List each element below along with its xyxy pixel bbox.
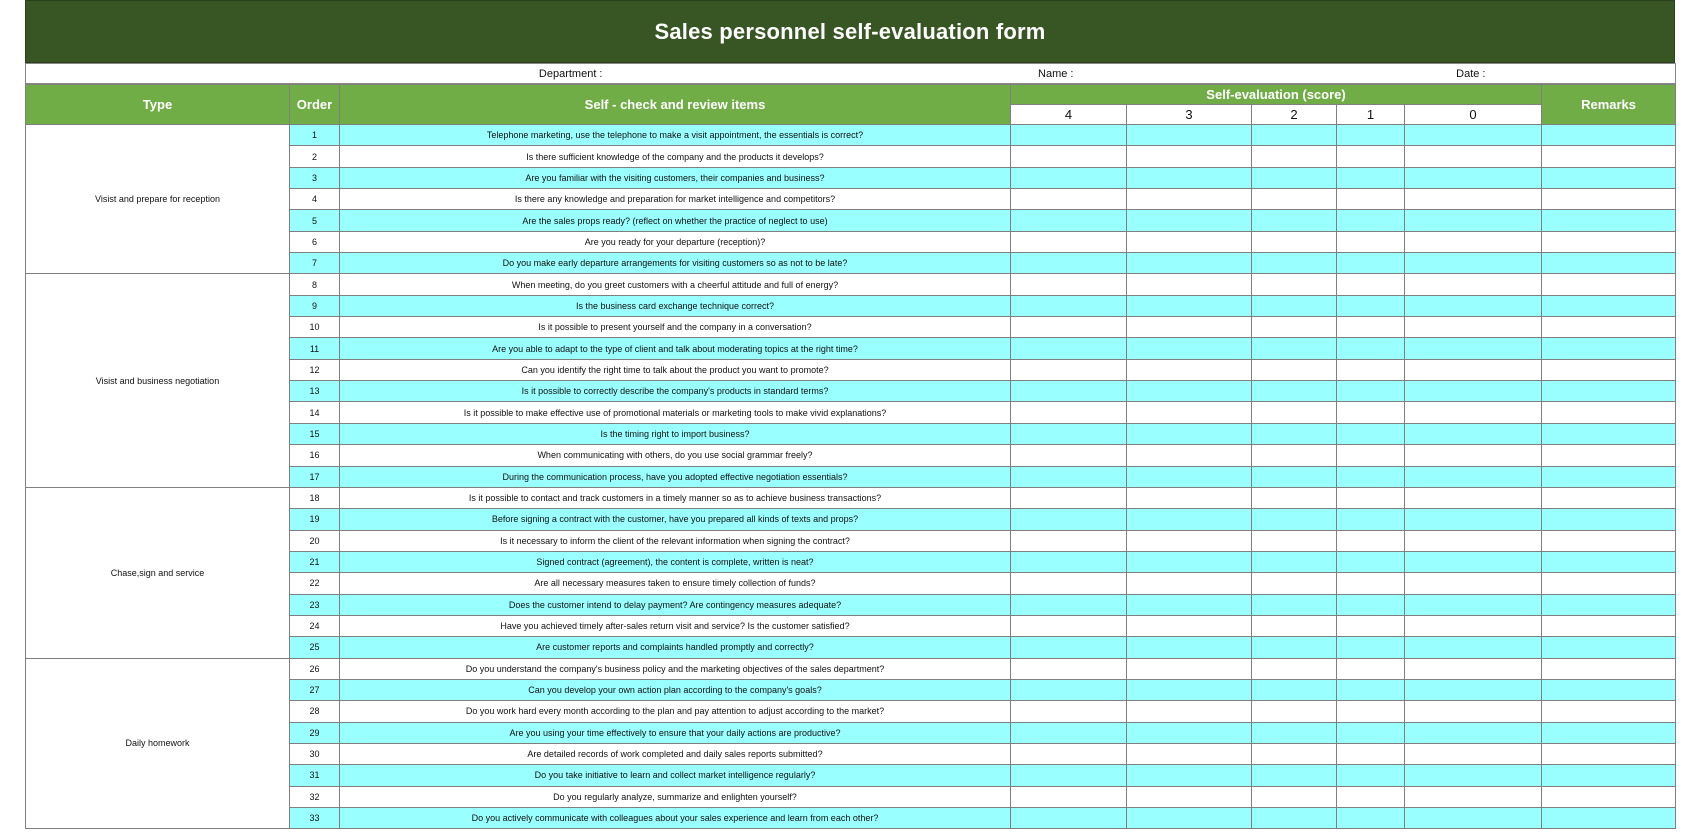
review-item-cell: Do you actively communicate with colleagues about your sales experience and learn from each other? [340, 808, 1011, 829]
type-header: Type [26, 85, 290, 125]
order-cell: 21 [290, 551, 340, 572]
score-3-cell[interactable] [1127, 743, 1252, 764]
score-2-cell[interactable] [1252, 594, 1337, 615]
score-0-cell[interactable] [1405, 167, 1542, 188]
review-item-cell: Can you identify the right time to talk about the product you want to promote? [340, 359, 1011, 380]
score-0-cell[interactable] [1405, 487, 1542, 508]
score-3-cell[interactable] [1127, 487, 1252, 508]
order-cell: 29 [290, 722, 340, 743]
score-1-cell[interactable] [1337, 146, 1405, 167]
score-0-cell[interactable] [1405, 701, 1542, 722]
score-3-cell[interactable] [1127, 125, 1252, 146]
score-3-cell[interactable] [1127, 359, 1252, 380]
score-1-cell[interactable] [1337, 253, 1405, 274]
score-1-cell[interactable] [1337, 573, 1405, 594]
score-3-cell[interactable] [1127, 573, 1252, 594]
score-4-cell[interactable] [1011, 231, 1127, 252]
order-cell: 31 [290, 765, 340, 786]
score-1-cell[interactable] [1337, 423, 1405, 444]
score-2-cell[interactable] [1252, 423, 1337, 444]
score-2-cell[interactable] [1252, 146, 1337, 167]
remarks-cell[interactable] [1542, 381, 1676, 402]
remarks-cell[interactable] [1542, 167, 1676, 188]
review-item-cell: Are you ready for your departure (reception)? [340, 231, 1011, 252]
score-2-cell[interactable] [1252, 637, 1337, 658]
remarks-cell[interactable] [1542, 274, 1676, 295]
score-4-cell[interactable] [1011, 125, 1127, 146]
review-item-cell: Before signing a contract with the customer, have you prepared all kinds of texts and props? [340, 509, 1011, 530]
score-4-cell[interactable] [1011, 338, 1127, 359]
review-item-cell: Is it possible to present yourself and the company in a conversation? [340, 317, 1011, 338]
score-3-cell[interactable] [1127, 637, 1252, 658]
score-4-cell[interactable] [1011, 701, 1127, 722]
score-1-cell[interactable] [1337, 274, 1405, 295]
department-label: Department : [26, 64, 603, 84]
type-cell: Chase,sign and service [26, 487, 290, 658]
score-4-cell[interactable] [1011, 423, 1127, 444]
form-title: Sales personnel self-evaluation form [25, 0, 1675, 63]
score-4-cell[interactable] [1011, 551, 1127, 572]
remarks-cell[interactable] [1542, 637, 1676, 658]
score-3-cell[interactable] [1127, 658, 1252, 679]
order-cell: 16 [290, 445, 340, 466]
score-0-cell[interactable] [1405, 317, 1542, 338]
score-0-cell[interactable] [1405, 338, 1542, 359]
score-1-cell[interactable] [1337, 551, 1405, 572]
score-2-cell[interactable] [1252, 509, 1337, 530]
order-cell: 22 [290, 573, 340, 594]
order-cell: 9 [290, 295, 340, 316]
order-cell: 24 [290, 615, 340, 636]
order-header: Order [290, 85, 340, 125]
score-1-cell[interactable] [1337, 189, 1405, 210]
score-1-cell[interactable] [1337, 295, 1405, 316]
score-3-cell[interactable] [1127, 722, 1252, 743]
order-cell: 26 [290, 658, 340, 679]
score-4-cell[interactable] [1011, 594, 1127, 615]
score-1-cell[interactable] [1337, 167, 1405, 188]
score-0-cell[interactable] [1405, 722, 1542, 743]
score-2-cell[interactable] [1252, 317, 1337, 338]
order-cell: 1 [290, 125, 340, 146]
score-3-cell[interactable] [1127, 551, 1252, 572]
order-cell: 20 [290, 530, 340, 551]
remarks-cell[interactable] [1542, 551, 1676, 572]
score-3-cell[interactable] [1127, 210, 1252, 231]
score-3-cell[interactable] [1127, 274, 1252, 295]
score-1-cell[interactable] [1337, 487, 1405, 508]
score-3-cell[interactable] [1127, 317, 1252, 338]
remarks-cell[interactable] [1542, 189, 1676, 210]
order-cell: 10 [290, 317, 340, 338]
evaluation-table [25, 84, 1676, 829]
score-0-cell[interactable] [1405, 530, 1542, 551]
score-1-cell[interactable] [1337, 231, 1405, 252]
score-2-cell[interactable] [1252, 679, 1337, 700]
remarks-cell[interactable] [1542, 573, 1676, 594]
score-0-cell[interactable] [1405, 509, 1542, 530]
score-0-cell[interactable] [1405, 295, 1542, 316]
score-3-cell[interactable] [1127, 679, 1252, 700]
table-row [26, 487, 1676, 508]
score-3-cell[interactable] [1127, 423, 1252, 444]
score-0-cell[interactable] [1405, 445, 1542, 466]
score-0-cell[interactable] [1405, 658, 1542, 679]
table-row [26, 125, 1676, 146]
score-2-cell[interactable] [1252, 615, 1337, 636]
review-item-cell: Is the business card exchange technique correct? [340, 295, 1011, 316]
score-0-cell[interactable] [1405, 615, 1542, 636]
table-row [26, 658, 1676, 679]
score-4-cell[interactable] [1011, 509, 1127, 530]
score-2-cell[interactable] [1252, 381, 1337, 402]
remarks-cell[interactable] [1542, 765, 1676, 786]
score-1-header: 1 [1337, 105, 1405, 125]
score-2-cell[interactable] [1252, 551, 1337, 572]
score-1-cell[interactable] [1337, 402, 1405, 423]
order-cell: 12 [290, 359, 340, 380]
score-2-cell[interactable] [1252, 701, 1337, 722]
remarks-cell[interactable] [1542, 594, 1676, 615]
score-0-cell[interactable] [1405, 253, 1542, 274]
remarks-cell[interactable] [1542, 231, 1676, 252]
score-1-cell[interactable] [1337, 679, 1405, 700]
score-1-cell[interactable] [1337, 743, 1405, 764]
score-0-cell[interactable] [1405, 786, 1542, 807]
score-2-cell[interactable] [1252, 530, 1337, 551]
review-item-cell: Is there any knowledge and preparation for market intelligence and competitors? [340, 189, 1011, 210]
score-2-cell[interactable] [1252, 125, 1337, 146]
order-cell: 14 [290, 402, 340, 423]
score-0-cell[interactable] [1405, 210, 1542, 231]
score-4-cell[interactable] [1011, 381, 1127, 402]
table-body [26, 125, 1676, 829]
department-field[interactable] [603, 64, 810, 84]
score-3-cell[interactable] [1127, 808, 1252, 829]
score-1-cell[interactable] [1337, 808, 1405, 829]
order-cell: 30 [290, 743, 340, 764]
name-label: Name : [810, 64, 1074, 84]
review-item-cell: Do you make early departure arrangements for visiting customers so as not to be late? [340, 253, 1011, 274]
name-field[interactable] [1074, 64, 1306, 84]
review-item-cell: Are all necessary measures taken to ensure timely collection of funds? [340, 573, 1011, 594]
score-0-cell[interactable] [1405, 231, 1542, 252]
score-1-cell[interactable] [1337, 338, 1405, 359]
review-item-cell: Is it necessary to inform the client of the relevant information when signing the contract? [340, 530, 1011, 551]
type-cell: Visist and prepare for reception [26, 125, 290, 274]
score-0-cell[interactable] [1405, 573, 1542, 594]
remarks-cell[interactable] [1542, 359, 1676, 380]
score-0-cell[interactable] [1405, 594, 1542, 615]
remarks-cell[interactable] [1542, 786, 1676, 807]
score-0-cell[interactable] [1405, 274, 1542, 295]
score-4-cell[interactable] [1011, 743, 1127, 764]
score-4-cell[interactable] [1011, 274, 1127, 295]
review-item-cell: Do you understand the company's business policy and the marketing objectives of the sales department? [340, 658, 1011, 679]
score-1-cell[interactable] [1337, 615, 1405, 636]
evaluation-sheet [25, 0, 1675, 829]
score-2-cell[interactable] [1252, 402, 1337, 423]
score-3-cell[interactable] [1127, 786, 1252, 807]
type-cell: Visist and business negotiation [26, 274, 290, 487]
score-4-cell[interactable] [1011, 317, 1127, 338]
order-cell: 4 [290, 189, 340, 210]
date-field[interactable] [1486, 64, 1676, 84]
review-item-cell: Is it possible to contact and track customers in a timely manner so as to achieve business transactions? [340, 487, 1011, 508]
score-4-cell[interactable] [1011, 445, 1127, 466]
score-1-cell[interactable] [1337, 381, 1405, 402]
score-2-cell[interactable] [1252, 189, 1337, 210]
score-3-cell[interactable] [1127, 765, 1252, 786]
score-1-cell[interactable] [1337, 722, 1405, 743]
score-2-cell[interactable] [1252, 253, 1337, 274]
review-item-cell: During the communication process, have you adopted effective negotiation essentials? [340, 466, 1011, 487]
score-1-cell[interactable] [1337, 359, 1405, 380]
score-0-cell[interactable] [1405, 423, 1542, 444]
order-cell: 23 [290, 594, 340, 615]
score-4-cell[interactable] [1011, 808, 1127, 829]
score-2-cell[interactable] [1252, 573, 1337, 594]
remarks-cell[interactable] [1542, 509, 1676, 530]
score-0-cell[interactable] [1405, 466, 1542, 487]
score-4-cell[interactable] [1011, 466, 1127, 487]
score-1-cell[interactable] [1337, 210, 1405, 231]
score-4-cell[interactable] [1011, 615, 1127, 636]
score-0-cell[interactable] [1405, 402, 1542, 423]
score-1-cell[interactable] [1337, 765, 1405, 786]
score-0-cell[interactable] [1405, 189, 1542, 210]
score-4-cell[interactable] [1011, 295, 1127, 316]
score-3-cell[interactable] [1127, 381, 1252, 402]
score-4-cell[interactable] [1011, 167, 1127, 188]
score-3-cell[interactable] [1127, 615, 1252, 636]
review-item-cell: Have you achieved timely after-sales return visit and service? Is the customer satisfied? [340, 615, 1011, 636]
order-cell: 3 [290, 167, 340, 188]
score-3-cell[interactable] [1127, 146, 1252, 167]
remarks-cell[interactable] [1542, 253, 1676, 274]
remarks-cell[interactable] [1542, 423, 1676, 444]
score-group-header: Self-evaluation (score) [1011, 85, 1542, 105]
items-header: Self - check and review items [340, 85, 1011, 125]
remarks-cell[interactable] [1542, 295, 1676, 316]
score-3-cell[interactable] [1127, 594, 1252, 615]
score-4-cell[interactable] [1011, 679, 1127, 700]
score-4-cell[interactable] [1011, 530, 1127, 551]
score-1-cell[interactable] [1337, 317, 1405, 338]
remarks-cell[interactable] [1542, 466, 1676, 487]
score-4-cell[interactable] [1011, 487, 1127, 508]
review-item-cell: Does the customer intend to delay payment? Are contingency measures adequate? [340, 594, 1011, 615]
review-item-cell: When communicating with others, do you use social grammar freely? [340, 445, 1011, 466]
score-2-cell[interactable] [1252, 487, 1337, 508]
review-item-cell: Can you develop your own action plan according to the company's goals? [340, 679, 1011, 700]
remarks-cell[interactable] [1542, 615, 1676, 636]
order-cell: 27 [290, 679, 340, 700]
remarks-cell[interactable] [1542, 530, 1676, 551]
score-3-cell[interactable] [1127, 167, 1252, 188]
score-3-cell[interactable] [1127, 701, 1252, 722]
remarks-cell[interactable] [1542, 317, 1676, 338]
remarks-cell[interactable] [1542, 402, 1676, 423]
order-cell: 25 [290, 637, 340, 658]
review-item-cell: Are you familiar with the visiting customers, their companies and business? [340, 167, 1011, 188]
review-item-cell: Is it possible to make effective use of promotional materials or marketing tools to make vivid explanations? [340, 402, 1011, 423]
score-4-cell[interactable] [1011, 146, 1127, 167]
score-1-cell[interactable] [1337, 658, 1405, 679]
date-label: Date : [1306, 64, 1486, 84]
score-3-cell[interactable] [1127, 402, 1252, 423]
score-0-cell[interactable] [1405, 551, 1542, 572]
order-cell: 18 [290, 487, 340, 508]
review-item-cell: Telephone marketing, use the telephone to make a visit appointment, the essentials is correct? [340, 125, 1011, 146]
score-3-header: 3 [1127, 105, 1252, 125]
score-3-cell[interactable] [1127, 509, 1252, 530]
score-2-cell[interactable] [1252, 722, 1337, 743]
score-2-cell[interactable] [1252, 231, 1337, 252]
table-row [26, 274, 1676, 295]
score-4-cell[interactable] [1011, 359, 1127, 380]
remarks-cell[interactable] [1542, 445, 1676, 466]
score-0-cell[interactable] [1405, 808, 1542, 829]
remarks-cell[interactable] [1542, 125, 1676, 146]
score-0-cell[interactable] [1405, 679, 1542, 700]
score-4-cell[interactable] [1011, 402, 1127, 423]
score-2-cell[interactable] [1252, 466, 1337, 487]
score-4-cell[interactable] [1011, 637, 1127, 658]
score-2-cell[interactable] [1252, 658, 1337, 679]
score-0-cell[interactable] [1405, 637, 1542, 658]
score-3-cell[interactable] [1127, 295, 1252, 316]
remarks-cell[interactable] [1542, 743, 1676, 764]
score-1-cell[interactable] [1337, 594, 1405, 615]
score-2-cell[interactable] [1252, 808, 1337, 829]
remarks-cell[interactable] [1542, 701, 1676, 722]
score-4-cell[interactable] [1011, 210, 1127, 231]
review-item-cell: Are the sales props ready? (reflect on whether the practice of neglect to use) [340, 210, 1011, 231]
review-item-cell: Are customer reports and complaints handled promptly and correctly? [340, 637, 1011, 658]
score-3-cell[interactable] [1127, 445, 1252, 466]
score-0-cell[interactable] [1405, 146, 1542, 167]
order-cell: 2 [290, 146, 340, 167]
review-item-cell: Are you using your time effectively to ensure that your daily actions are productive? [340, 722, 1011, 743]
review-item-cell: When meeting, do you greet customers with a cheerful attitude and full of energy? [340, 274, 1011, 295]
order-cell: 7 [290, 253, 340, 274]
order-cell: 17 [290, 466, 340, 487]
remarks-cell[interactable] [1542, 146, 1676, 167]
score-4-cell[interactable] [1011, 253, 1127, 274]
score-2-header: 2 [1252, 105, 1337, 125]
score-3-cell[interactable] [1127, 189, 1252, 210]
score-3-cell[interactable] [1127, 466, 1252, 487]
remarks-cell[interactable] [1542, 338, 1676, 359]
order-cell: 8 [290, 274, 340, 295]
score-2-cell[interactable] [1252, 167, 1337, 188]
remarks-cell[interactable] [1542, 679, 1676, 700]
score-4-cell[interactable] [1011, 658, 1127, 679]
review-item-cell: Are detailed records of work completed and daily sales reports submitted? [340, 743, 1011, 764]
score-2-cell[interactable] [1252, 445, 1337, 466]
score-4-cell[interactable] [1011, 722, 1127, 743]
score-3-cell[interactable] [1127, 231, 1252, 252]
review-item-cell: Do you take initiative to learn and collect market intelligence regularly? [340, 765, 1011, 786]
order-cell: 19 [290, 509, 340, 530]
review-item-cell: Is it possible to correctly describe the company's products in standard terms? [340, 381, 1011, 402]
review-item-cell: Do you work hard every month according to the plan and pay attention to adjust according to the market? [340, 701, 1011, 722]
order-cell: 33 [290, 808, 340, 829]
score-3-cell[interactable] [1127, 530, 1252, 551]
score-3-cell[interactable] [1127, 253, 1252, 274]
score-1-cell[interactable] [1337, 445, 1405, 466]
order-cell: 5 [290, 210, 340, 231]
score-0-header: 0 [1405, 105, 1542, 125]
score-0-cell[interactable] [1405, 359, 1542, 380]
order-cell: 15 [290, 423, 340, 444]
remarks-cell[interactable] [1542, 658, 1676, 679]
review-item-cell: Is the timing right to import business? [340, 423, 1011, 444]
score-0-cell[interactable] [1405, 125, 1542, 146]
score-3-cell[interactable] [1127, 338, 1252, 359]
score-0-cell[interactable] [1405, 765, 1542, 786]
order-cell: 6 [290, 231, 340, 252]
order-cell: 11 [290, 338, 340, 359]
score-2-cell[interactable] [1252, 274, 1337, 295]
score-1-cell[interactable] [1337, 509, 1405, 530]
review-item-cell: Are you able to adapt to the type of client and talk about moderating topics at the right time? [340, 338, 1011, 359]
score-1-cell[interactable] [1337, 786, 1405, 807]
review-item-cell: Do you regularly analyze, summarize and enlighten yourself? [340, 786, 1011, 807]
score-2-cell[interactable] [1252, 210, 1337, 231]
info-row [25, 63, 1676, 84]
score-4-cell[interactable] [1011, 189, 1127, 210]
order-cell: 28 [290, 701, 340, 722]
type-cell: Daily homework [26, 658, 290, 829]
score-1-cell[interactable] [1337, 701, 1405, 722]
score-2-cell[interactable] [1252, 338, 1337, 359]
score-4-cell[interactable] [1011, 765, 1127, 786]
score-4-cell[interactable] [1011, 573, 1127, 594]
score-2-cell[interactable] [1252, 743, 1337, 764]
remarks-cell[interactable] [1542, 487, 1676, 508]
score-1-cell[interactable] [1337, 637, 1405, 658]
score-4-cell[interactable] [1011, 786, 1127, 807]
score-0-cell[interactable] [1405, 381, 1542, 402]
score-1-cell[interactable] [1337, 530, 1405, 551]
score-2-cell[interactable] [1252, 786, 1337, 807]
score-2-cell[interactable] [1252, 359, 1337, 380]
remarks-cell[interactable] [1542, 210, 1676, 231]
review-item-cell: Is there sufficient knowledge of the company and the products it develops? [340, 146, 1011, 167]
score-2-cell[interactable] [1252, 765, 1337, 786]
review-item-cell: Signed contract (agreement), the content is complete, written is neat? [340, 551, 1011, 572]
remarks-cell[interactable] [1542, 808, 1676, 829]
order-cell: 13 [290, 381, 340, 402]
remarks-header: Remarks [1542, 85, 1676, 125]
score-1-cell[interactable] [1337, 125, 1405, 146]
score-0-cell[interactable] [1405, 743, 1542, 764]
remarks-cell[interactable] [1542, 722, 1676, 743]
score-1-cell[interactable] [1337, 466, 1405, 487]
order-cell: 32 [290, 786, 340, 807]
score-2-cell[interactable] [1252, 295, 1337, 316]
score-4-header: 4 [1011, 105, 1127, 125]
